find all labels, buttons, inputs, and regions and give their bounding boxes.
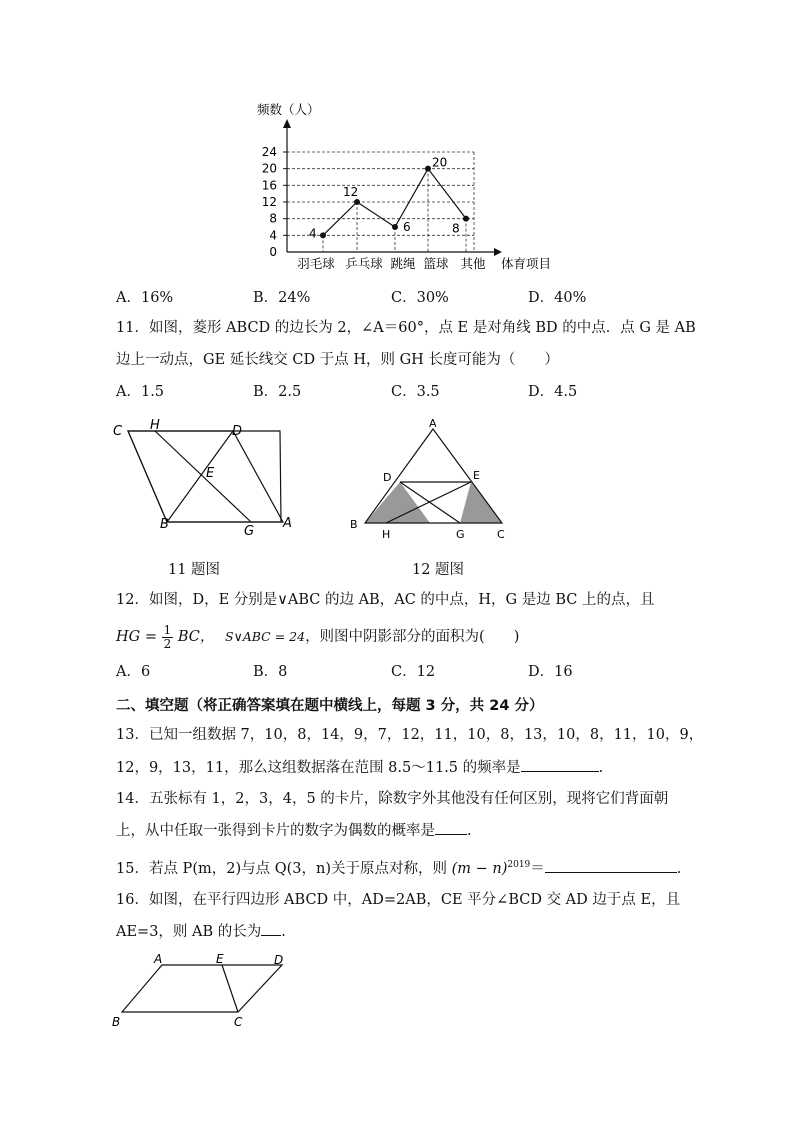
q10-option-c: C．30% [391, 290, 449, 306]
data-label: 8 [452, 221, 460, 236]
y-tick-label: 24 [261, 145, 277, 159]
q12-line-2-rest: ，则图中阴影部分的面积为( ) [305, 629, 520, 645]
figure-12-triangle [345, 415, 525, 545]
q12-area: S∨ABC = 24 [225, 629, 306, 644]
q13-line-2 [116, 757, 603, 778]
q10-option-a: A．16% [116, 290, 174, 306]
q14-line-2-text: 上，从中任取一张得到卡片的数字为偶数的概率是 [116, 823, 435, 839]
q15-answer-blank[interactable] [545, 858, 677, 873]
label-A: A [429, 417, 437, 430]
fraction-denominator: 2 [163, 636, 172, 651]
x-tick-label: 跳绳 [390, 256, 416, 271]
q15-exponent: 2019 [507, 860, 531, 870]
label-D: D [383, 471, 392, 484]
figure-16-parallelogram [110, 948, 310, 1033]
q11-option-d: D．4.5 [528, 384, 578, 400]
q15-text: 15．若点 P(m，2)与点 Q(3，n)关于原点对称，则 [116, 860, 447, 877]
q12-option-b: B．8 [253, 664, 288, 680]
q13-line-2-text: 12，9，13，11，那么这组数据落在范围 8.5～11.5 的频率是 [116, 760, 521, 776]
q16-line-1: 16．如图，在平行四边形 ABCD 中，AD=2AB，CE 平分∠BCD 交 AD 边于点 E，且 [116, 892, 681, 908]
data-label: 20 [432, 155, 448, 170]
y-axis-title: 频数（人） [257, 102, 320, 117]
frequency-line-chart [0, 0, 794, 290]
label-B: B [350, 518, 358, 531]
x-tick-label: 其他 [460, 256, 486, 271]
q14-line-2 [116, 820, 472, 841]
x-tick-label: 篮球 [423, 256, 449, 271]
y-tick-label: 8 [269, 211, 277, 226]
q12-option-d: D．16 [528, 664, 573, 680]
y-tick-label: 0 [269, 245, 277, 259]
fraction-numerator: 1 [163, 622, 172, 637]
q10-option-b: B．24% [253, 290, 311, 306]
label-G: G [456, 528, 465, 541]
q14-line-1: 14．五张标有 1，2，3，4，5 的卡片，除数字外其他没有任何区别，现将它们背面朝 [116, 791, 669, 807]
label-C: C [113, 424, 123, 439]
q12-hg-prefix: HG = [116, 629, 157, 645]
shaded-right [460, 482, 502, 523]
q11-option-a: A．1.5 [116, 384, 165, 400]
segment-ce [222, 965, 238, 1012]
q12-line-2 [116, 620, 519, 654]
q15-line [116, 855, 681, 879]
label-H: H [382, 528, 391, 541]
q13-line-1: 13．已知一组数据 7，10，8，14，9，7，12，11，10，8，13，10，8，11，10，9， [116, 727, 704, 743]
q11-line-1: 11．如图，菱形 ABCD 的边长为 2，∠A＝60°，点 E 是对角线 BD 的中点．点 G 是 AB [116, 320, 696, 336]
label-A: A [283, 516, 292, 531]
x-axis-title: 体育项目 [500, 256, 552, 271]
label-E: E [216, 952, 224, 966]
data-label: 12 [343, 185, 359, 199]
label-B: B [160, 517, 169, 532]
q14-end: . [467, 823, 472, 839]
data-point [354, 199, 360, 205]
segment-hg [155, 431, 251, 522]
label-G: G [244, 524, 255, 539]
q13-answer-blank[interactable] [521, 757, 599, 772]
q15-expr: (m − n) [451, 860, 508, 877]
q13-end: . [598, 760, 604, 776]
q12-option-a: A．6 [116, 664, 151, 680]
label-D: D [232, 424, 243, 439]
label-D: D [274, 953, 284, 967]
q12-line-1: 12．如图，D，E 分别是∨ABC 的边 AB，AC 的中点，H，G 是边 BC 上的点，且 [116, 592, 655, 608]
parallelogram-abcd [122, 965, 282, 1012]
q16-end: . [281, 924, 286, 940]
label-A: A [154, 952, 163, 966]
data-point [392, 224, 398, 230]
y-tick-label: 20 [261, 161, 277, 176]
q16-line-2-text: AE=3，则 AB 的长为 [116, 924, 262, 940]
q11-option-c: C．3.5 [391, 384, 440, 400]
q12-hg-suffix: BC， [177, 629, 215, 645]
section-2-heading: 二、填空题（将正确答案填在题中横线上，每题 3 分，共 24 分） [116, 698, 544, 714]
diagonal-bd [167, 431, 233, 522]
q10-option-d: D．40% [528, 290, 587, 306]
data-label: 4 [309, 226, 317, 241]
x-axis-arrow [494, 248, 502, 256]
q11-line-2: 边上一动点，GE 延长线交 CD 于点 H，则 GH 长度可能为（ ） [116, 352, 559, 368]
x-tick-label: 乒乓球 [345, 256, 383, 271]
y-tick-label: 16 [261, 178, 277, 193]
figure-12-caption: 12 题图 [412, 562, 465, 578]
x-tick-label: 羽毛球 [297, 256, 335, 271]
label-E: E [206, 466, 215, 481]
y-tick-label: 12 [261, 195, 277, 209]
y-tick-label: 4 [269, 228, 277, 243]
q16-line-2 [116, 921, 286, 942]
q15-eq: ＝ [530, 860, 545, 877]
label-C: C [497, 528, 505, 541]
data-label: 6 [403, 220, 411, 234]
label-E: E [473, 469, 480, 482]
label-C: C [234, 1015, 243, 1029]
label-H: H [150, 418, 160, 433]
data-point [320, 232, 326, 238]
q11-option-b: B．2.5 [253, 384, 302, 400]
q14-answer-blank[interactable] [435, 820, 467, 835]
data-point [463, 216, 469, 222]
q12-fraction [162, 624, 174, 651]
q15-end: . [676, 860, 682, 877]
q16-answer-blank[interactable] [261, 921, 281, 936]
figure-11-caption: 11 题图 [168, 562, 221, 578]
label-B: B [112, 1015, 121, 1029]
q12-option-c: C．12 [391, 664, 436, 680]
data-point [425, 166, 431, 172]
y-axis-arrow [283, 119, 291, 128]
